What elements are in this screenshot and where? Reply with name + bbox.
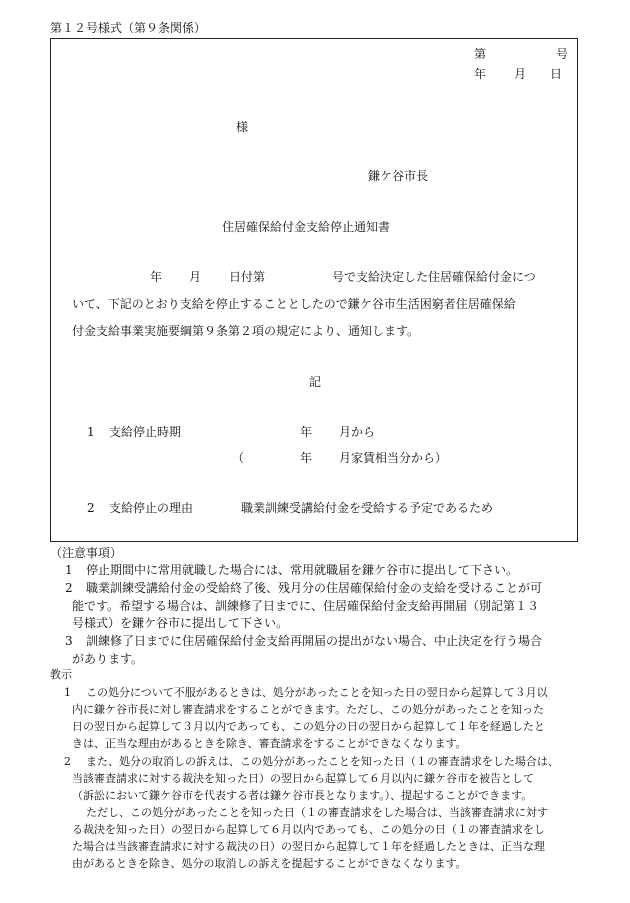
note3-line2: があります。 [72, 652, 144, 666]
addressee-suffix: 様 [236, 120, 249, 134]
item1-year2: 年 [300, 451, 313, 465]
kyouji2-number: 2 [64, 755, 71, 768]
kyouji2-line5: る裁決を知った日）の翌日から起算して６月以内であっても、この処分の日（１の審査請求をし [72, 823, 545, 836]
kyouji2-line4: ただし、この処分があったことを知った日（１の審査請求をした場合は、当該審査請求に対す [86, 806, 548, 819]
kyouji2-line7: 由があるときを除き、処分の取消しの訴えを提起することができなくなります。 [72, 857, 467, 870]
kyouji-heading: 教示 [50, 668, 72, 681]
item1-number: 1 [87, 425, 95, 439]
intro-month: 月 [189, 270, 202, 284]
date-year: 年 [474, 67, 487, 81]
number-label: 第 [474, 47, 487, 61]
issuer: 鎌ケ谷市長 [368, 169, 429, 183]
intro-year: 年 [150, 270, 163, 284]
item2-number: 2 [87, 501, 95, 515]
notice-frame [50, 38, 578, 542]
intro-line2: いて、下記のとおり支給を停止することとしたので鎌ケ谷市生活困窮者住居確保給 [72, 297, 516, 311]
item1-year: 年 [300, 425, 313, 439]
kyouji1-line2: 内に鎌ケ谷市長に対し審査請求をすることができます。ただし、この処分があったことを知った [72, 703, 545, 716]
note2-line3: 号様式）を鎌ケ谷市に提出して下さい。 [72, 616, 289, 630]
intro-line3: 付金支給事業実施要綱第９条第２項の規定により、通知します。 [72, 324, 420, 338]
kyouji2-line2: 当該審査請求に対する裁決を知った日）の翌日から起算して６月以内に鎌ケ谷市を被告として [72, 772, 534, 785]
item1-from: 月から [339, 425, 376, 439]
note2-line2: 能です。希望する場合は、訓練修了日までに、住居確保給付金支給再開届（別記第１３ [72, 599, 540, 613]
kyouji2-line6: た場合は当該審査請求に対する裁決の日）の翌日から起算して１年を経過したときは、正当な理 [72, 840, 545, 853]
item1-rent: 月家賃相当分から） [339, 451, 448, 465]
form-title: 第１２号様式（第９条関係） [50, 21, 207, 35]
note3-number: 3 [65, 634, 73, 648]
date-day: 日 [550, 67, 563, 81]
note3-line1: 訓練修了日までに住居確保給付金支給再開届の提出がない場合、中止決定を行う場合 [86, 634, 543, 648]
kyouji1-line4: きは、正当な理由があるときを除き、審査請求をすることができなくなります。 [72, 737, 467, 750]
note1-text: 停止期間中に常用就職した場合には、常用就職届を鎌ケ谷市に提出して下さい。 [86, 563, 519, 577]
kyouji2-line3: （訴訟において鎌ケ谷市を代表する者は鎌ケ谷市長となります。）、提起することができます。 [72, 789, 533, 802]
date-month: 月 [514, 67, 527, 81]
note2-line1: 職業訓練受講給付金の受給終了後、残月分の住居確保給付金の支給を受けることが可 [86, 581, 543, 595]
kyouji1-number: 1 [64, 686, 71, 699]
document-title: 住居確保給付金支給停止通知書 [222, 220, 391, 234]
ki-label: 記 [309, 375, 322, 389]
kyouji1-line3: 日の翌日から起算して３月以内であっても、この処分の日の翌日から起算して１年を経過したと [72, 720, 545, 733]
item2-label: 支給停止の理由 [109, 501, 194, 515]
kyouji1-line1: この処分について不服があるときは、処分があったことを知った日の翌日から起算して３月以 [86, 686, 548, 699]
item2-value: 職業訓練受講給付金を受給する予定であるため [241, 501, 494, 515]
note1-number: 1 [65, 563, 73, 577]
intro-line1-rest: 号で支給決定した住居確保給付金につ [332, 270, 536, 284]
notes-heading: （注意事項） [50, 546, 123, 560]
item1-paren-open: （ [232, 451, 245, 465]
note2-number: 2 [65, 581, 73, 595]
intro-date-no: 日付第 [229, 270, 266, 284]
number-suffix: 号 [556, 47, 569, 61]
item1-label: 支給停止時期 [109, 425, 182, 439]
kyouji2-line1: また、処分の取消しの訴えは、この処分があったことを知った日（１の審査請求をした場合は、 [86, 755, 559, 768]
